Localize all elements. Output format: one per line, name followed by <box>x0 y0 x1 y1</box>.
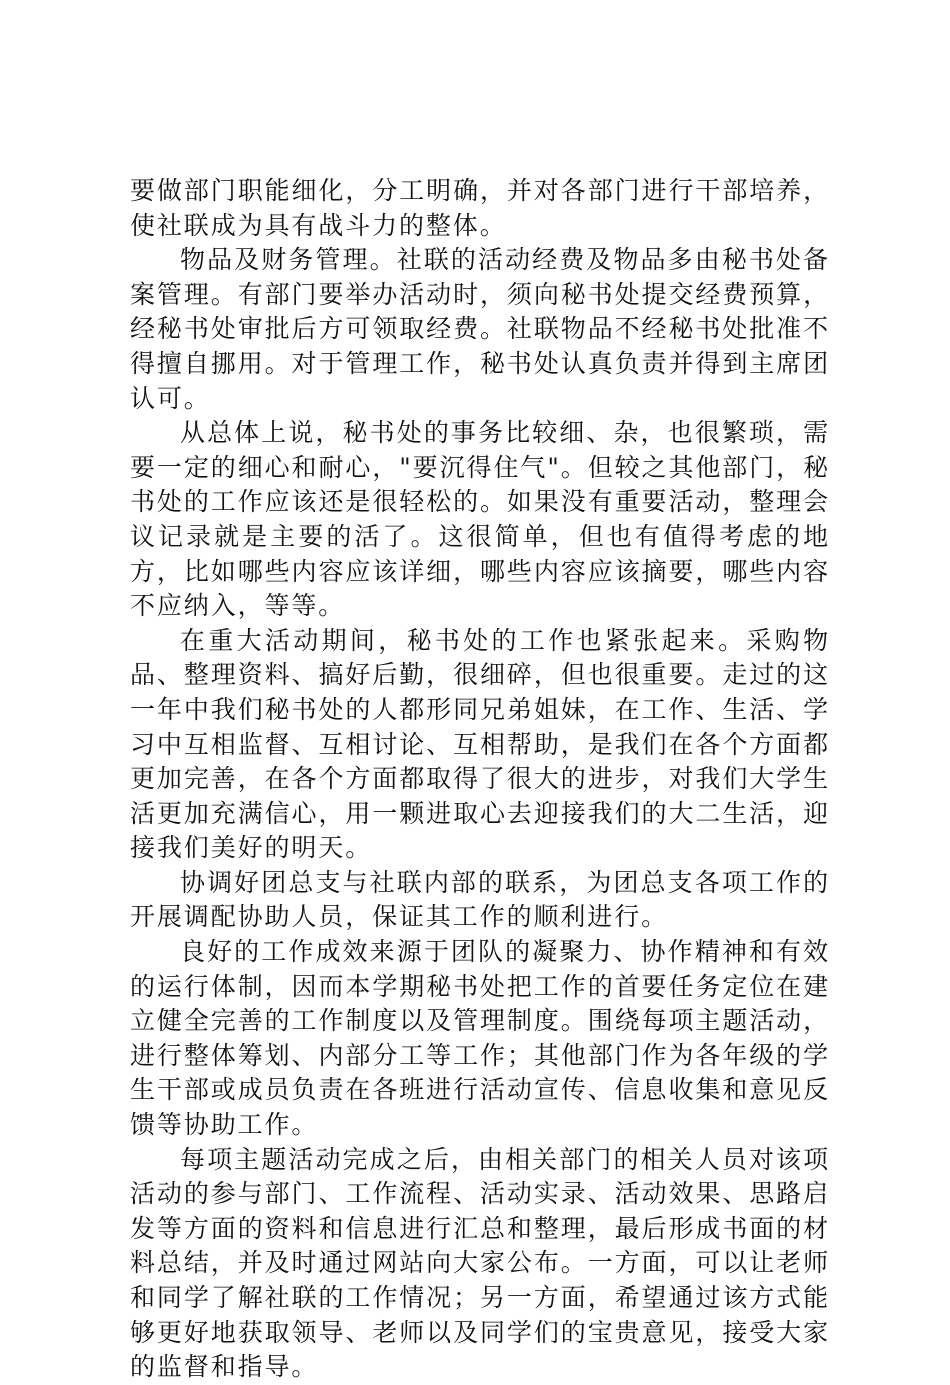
paragraph-3: 从总体上说，秘书处的事务比较细、杂，也很繁琐，需要一定的细心和耐心，"要沉得住气"。但较之其他部门，秘书处的工作应该还是很轻松的。如果没有重要活动，整理会议记录就是主要的活了。这很简单，但也有值得考虑的地方，比如哪些内容应该详细，哪些内容应该摘要，哪些内容不应纳入，等等。 <box>130 418 830 621</box>
paragraph-2: 物品及财务管理。社联的活动经费及物品多由秘书处备案管理。有部门要举办活动时，须向秘书处提交经费预算，经秘书处审批后方可领取经费。社联物品不经秘书处批准不得擅自挪用。对于管理工作，秘书处认真负责并得到主席团认可。 <box>130 245 830 413</box>
document-body <box>130 174 830 1385</box>
paragraph-7: 每项主题活动完成之后，由相关部门的相关人员对该项活动的参与部门、工作流程、活动实录、活动效果、思路启发等方面的资料和信息进行汇总和整理，最后形成书面的材料总结，并及时通过网站向大家公布。一方面，可以让老师和同学了解社联的工作情况；另一方面，希望通过该方式能够更好地获取领导、老师以及同学们的宝贵意见，接受大家的监督和指导。 <box>130 1144 830 1382</box>
paragraph-1: 要做部门职能细化，分工明确，并对各部门进行干部培养，使社联成为具有战斗力的整体。 <box>130 176 830 240</box>
paragraph-6: 良好的工作成效来源于团队的凝聚力、协作精神和有效的运行体制，因而本学期秘书处把工作的首要任务定位在建立健全完善的工作制度以及管理制度。围绕每项主题活动，进行整体筹划、内部分工等工作；其他部门作为各年级的学生干部或成员负责在各班进行活动宣传、信息收集和意见反馈等协助工作。 <box>130 937 830 1140</box>
paragraph-5: 协调好团总支与社联内部的联系，为团总支各项工作的开展调配协助人员，保证其工作的顺利进行。 <box>130 867 830 932</box>
paragraph-4: 在重大活动期间，秘书处的工作也紧张起来。采购物品、整理资料、搞好后勤，很细碎，但也很重要。走过的这一年中我们秘书处的人都形同兄弟姐妹，在工作、生活、学习中互相监督、互相讨论、互相帮助，是我们在各个方面都更加完善，在各个方面都取得了很大的进步，对我们大学生活更加充满信心，用一颗进取心去迎接我们的大二生活，迎接我们美好的明天。 <box>130 625 830 863</box>
